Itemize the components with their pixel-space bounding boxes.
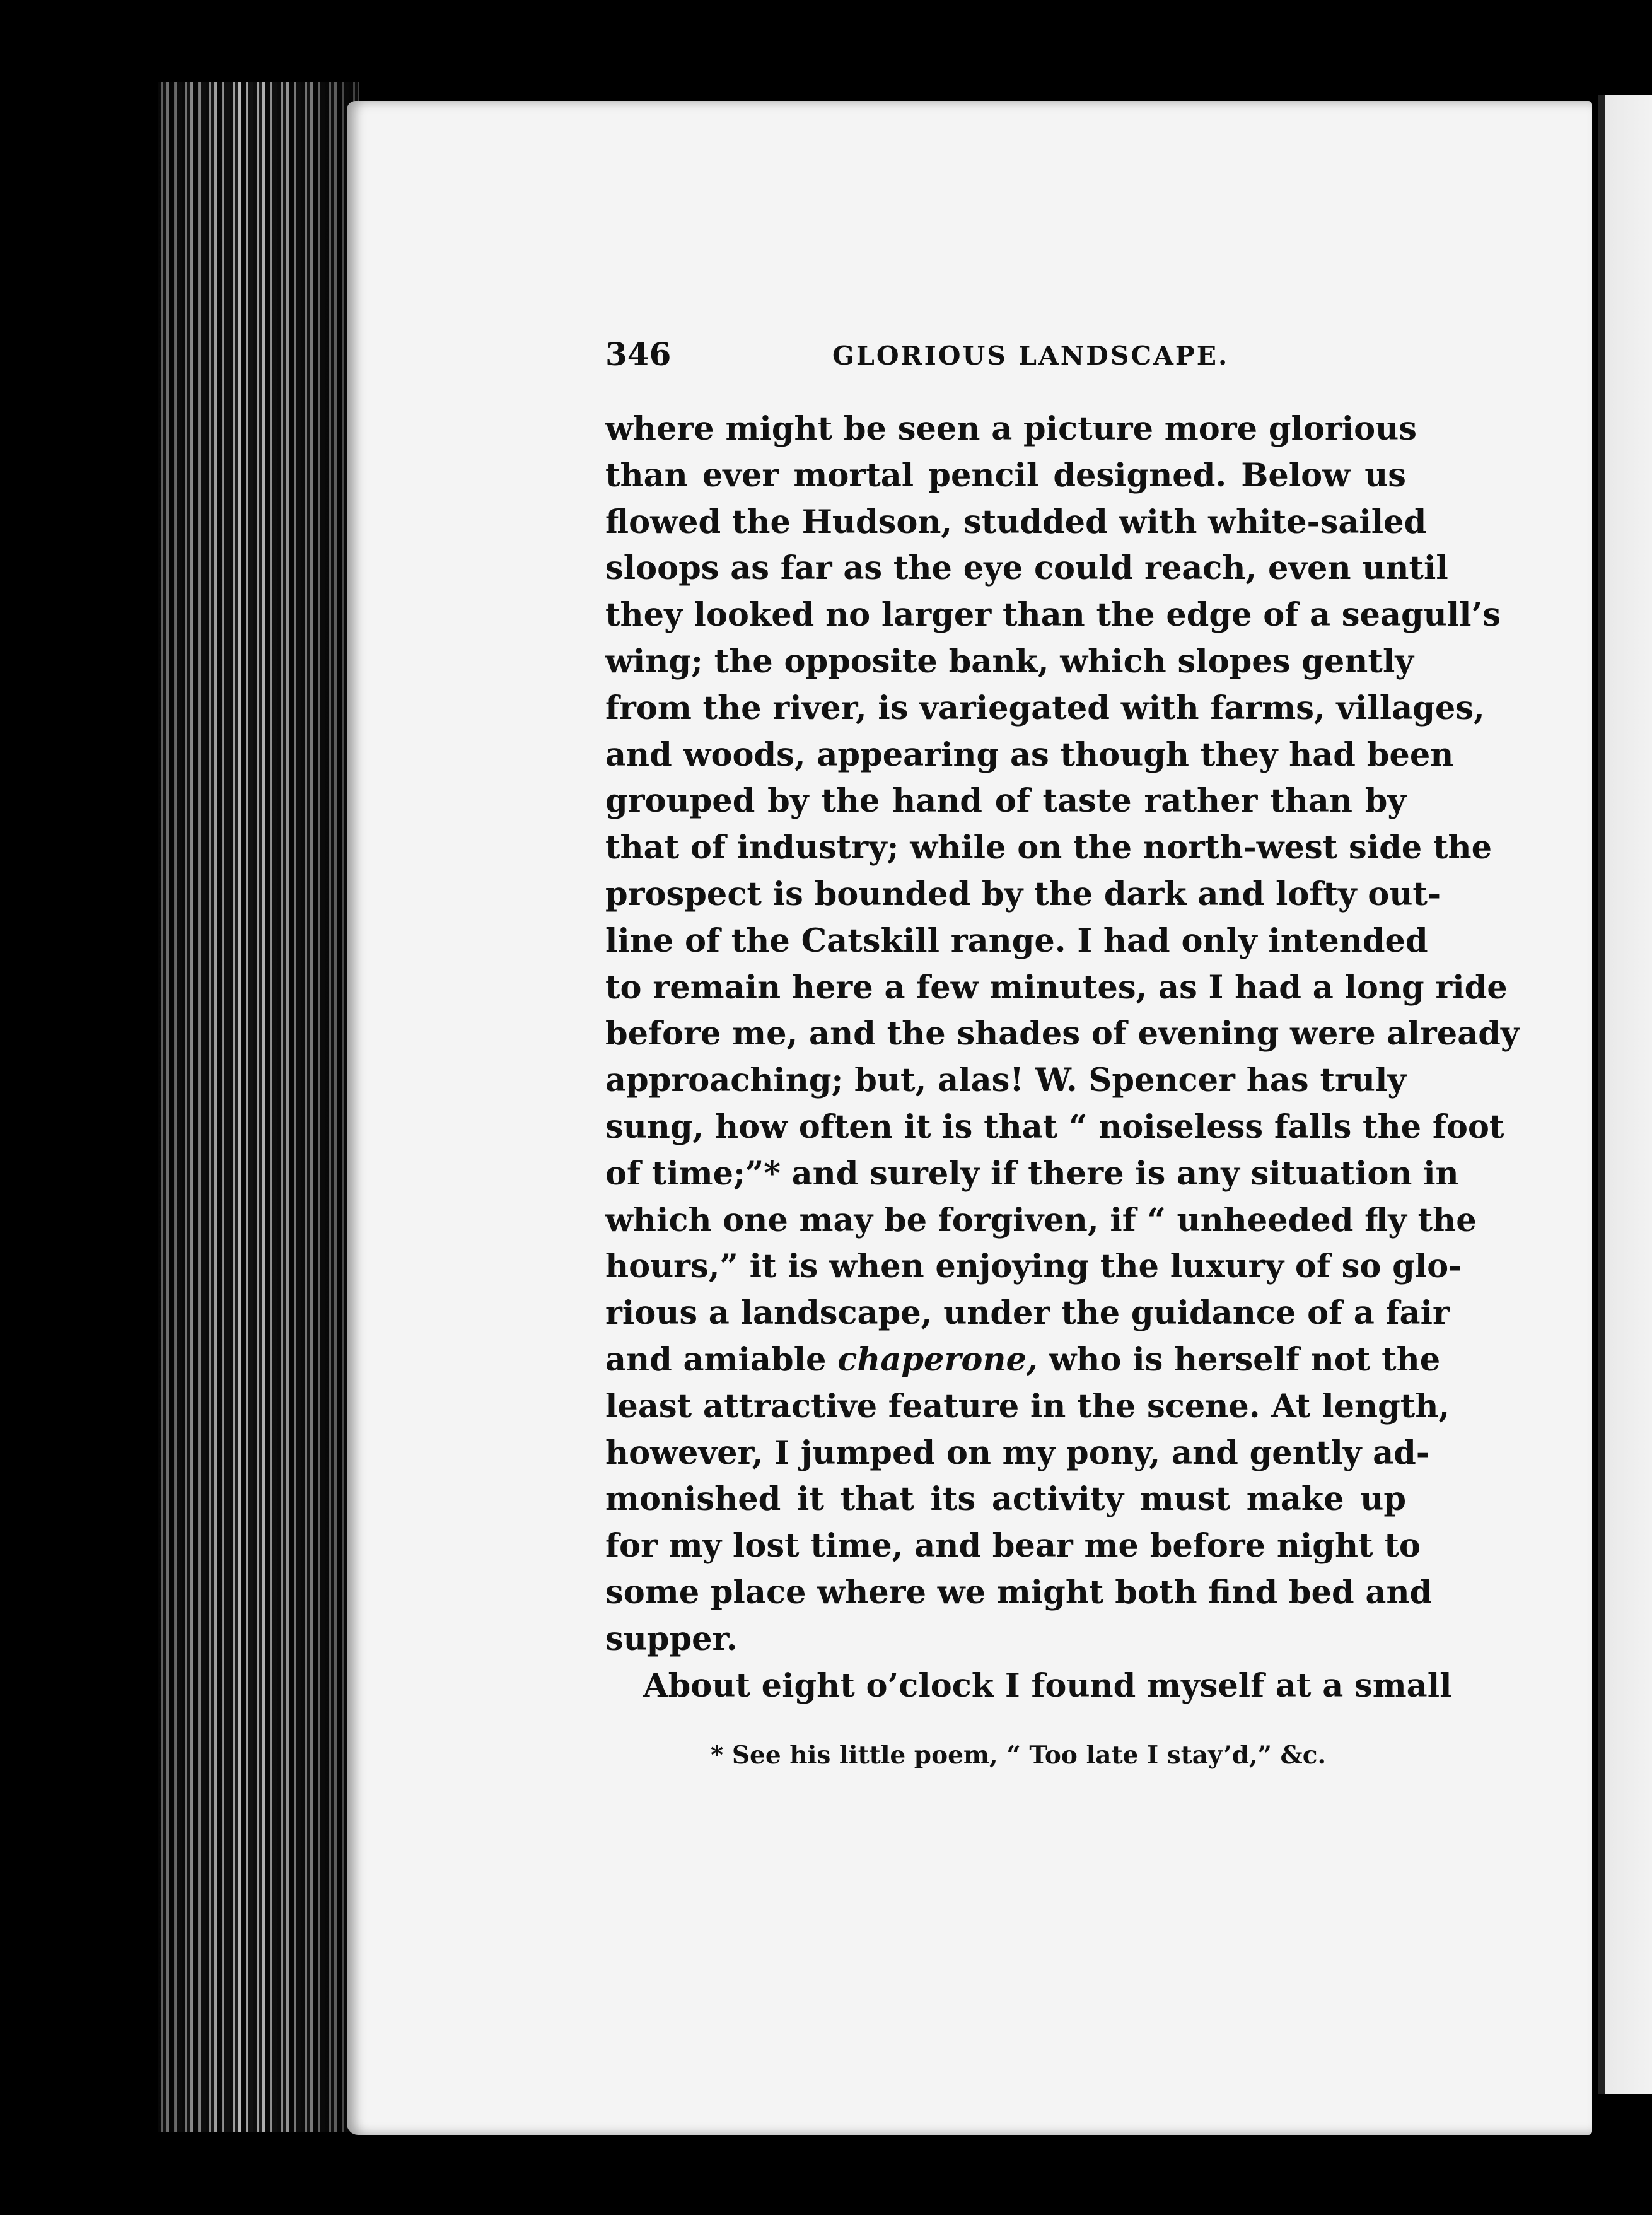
text-line: wing; the opposite bank, which slopes gently <box>605 642 1414 681</box>
text-line: least attractive feature in the scene. At length, <box>605 1387 1450 1425</box>
text-line: from the river, is variegated with farms, villages, <box>605 689 1485 727</box>
italic-word: chaperone, <box>837 1340 1038 1379</box>
body-text <box>605 406 1520 1709</box>
text-line: line of the Catskill range. I had only intended <box>605 921 1428 960</box>
text-fragment: who is herself not the <box>1049 1340 1441 1379</box>
page-header <box>605 328 1406 378</box>
text-line: which one may be forgiven, if “ unheeded fly the <box>605 1201 1477 1239</box>
page-text-block <box>605 328 1520 1770</box>
adjacent-page-edge <box>1598 95 1652 2094</box>
book-edge-shadow <box>158 82 359 2132</box>
text-fragment: and amiable <box>605 1340 827 1379</box>
text-line-chaperone <box>605 1337 1441 1384</box>
text-line: before me, and the shades of evening were already <box>605 1015 1520 1053</box>
text-line: to remain here a few minutes, as I had a long ride <box>605 968 1508 1007</box>
text-line: sung, how often it is that “ noiseless falls the foot <box>605 1108 1504 1146</box>
text-line: hours,” it is when enjoying the luxury of so glo- <box>605 1248 1462 1286</box>
text-line: than ever mortal pencil designed. Below us <box>605 456 1406 494</box>
text-line: for my lost time, and bear me before night to <box>605 1527 1421 1565</box>
running-head: GLORIOUS LANDSCAPE. <box>832 341 1230 371</box>
text-line: of time;”* and surely if there is any situation in <box>605 1154 1459 1193</box>
text-line: that of industry; while on the north-west side the <box>605 829 1492 867</box>
text-line: some place where we might both find bed and <box>605 1573 1433 1611</box>
page-number: 346 <box>605 336 672 373</box>
text-line: approaching; but, alas! W. Spencer has truly <box>605 1061 1406 1100</box>
paragraph-end-line: supper. <box>605 1620 738 1658</box>
text-line: rious a landscape, under the guidance of a fair <box>605 1294 1450 1333</box>
paragraph-start-line: About eight o’clock I found myself at a small <box>643 1666 1452 1705</box>
text-line: grouped by the hand of taste rather than by <box>605 782 1406 821</box>
text-line: they looked no larger than the edge of a seagull’s <box>605 596 1501 634</box>
text-line: prospect is bounded by the dark and lofty out- <box>605 875 1441 913</box>
footnote: * See his little poem, “ Too late I stay’d,” &c. <box>710 1741 1327 1770</box>
text-line: sloops as far as the eye could reach, even until <box>605 549 1448 588</box>
text-line: monished it that its activity must make up <box>605 1480 1406 1519</box>
text-line: flowed the Hudson, studded with white-sailed <box>605 503 1427 541</box>
text-line: however, I jumped on my pony, and gently ad- <box>605 1434 1429 1472</box>
text-line: where might be seen a picture more glorious <box>605 410 1417 448</box>
text-line: and woods, appearing as though they had been <box>605 735 1454 774</box>
